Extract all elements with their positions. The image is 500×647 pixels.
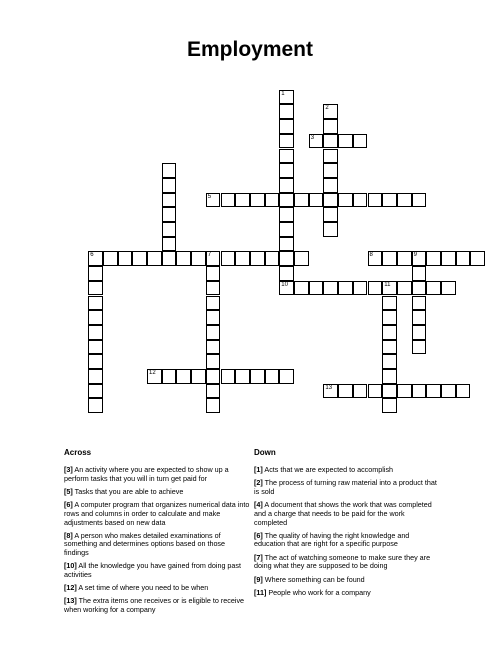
clue-number: [2] xyxy=(254,478,263,488)
grid-cell[interactable] xyxy=(88,369,103,384)
grid-cell[interactable] xyxy=(206,369,221,384)
clue-down-7 xyxy=(254,554,438,571)
grid-cell[interactable] xyxy=(412,325,427,340)
grid-cell[interactable] xyxy=(323,207,338,222)
puzzle-title: Employment xyxy=(186,38,314,61)
grid-cell[interactable] xyxy=(88,354,103,369)
down-clues xyxy=(254,448,438,602)
grid-cell[interactable] xyxy=(279,134,294,149)
grid-cell[interactable] xyxy=(426,251,441,266)
grid-cell[interactable] xyxy=(235,251,250,266)
clue-down-4 xyxy=(254,501,438,527)
clue-text: Acts that we are expected to accomplish xyxy=(262,465,394,474)
grid-cell[interactable] xyxy=(323,384,338,399)
grid-cell[interactable] xyxy=(279,149,294,164)
clue-across-10 xyxy=(64,562,250,579)
clue-text: Tasks that you are able to achieve xyxy=(72,486,184,496)
grid-cell[interactable] xyxy=(338,134,353,149)
grid-cell[interactable] xyxy=(353,281,368,296)
grid-cell[interactable] xyxy=(323,149,338,164)
clue-text: The process of turning raw material into a product that is sold xyxy=(254,478,437,496)
grid-cell[interactable] xyxy=(412,310,427,325)
cell-number: 12 xyxy=(149,370,156,376)
grid-cell[interactable] xyxy=(206,266,221,281)
grid-cell[interactable] xyxy=(162,207,177,222)
grid-cell[interactable] xyxy=(147,369,162,384)
grid-cell[interactable] xyxy=(191,251,206,266)
grid-cell[interactable] xyxy=(206,398,221,413)
grid-cell[interactable] xyxy=(412,251,427,266)
clue-number: [1] xyxy=(254,465,263,474)
grid-cell[interactable] xyxy=(88,281,103,296)
clue-text: All the knowledge you have gained from doing past activities xyxy=(64,561,242,580)
grid-cell[interactable] xyxy=(323,281,338,296)
cell-number: 7 xyxy=(207,252,212,259)
grid-cell[interactable] xyxy=(412,281,427,296)
grid-cell[interactable] xyxy=(221,193,236,208)
clue-across-12 xyxy=(64,584,250,593)
grid-cell[interactable] xyxy=(470,251,485,266)
cell-number: 6 xyxy=(90,252,94,259)
cell-number: 8 xyxy=(369,252,373,259)
grid-cell[interactable] xyxy=(279,281,294,296)
grid-cell[interactable] xyxy=(338,281,353,296)
grid-cell[interactable] xyxy=(279,369,294,384)
grid-cell[interactable] xyxy=(323,222,338,237)
grid-cell[interactable] xyxy=(118,251,133,266)
grid-cell[interactable] xyxy=(176,369,191,384)
grid-cell[interactable] xyxy=(382,369,397,384)
grid-cell[interactable] xyxy=(162,193,177,208)
grid-cell[interactable] xyxy=(426,281,441,296)
grid-cell[interactable] xyxy=(88,340,103,355)
clue-number: [5] xyxy=(64,486,73,496)
grid-cell[interactable] xyxy=(279,193,294,208)
clue-number: [6] xyxy=(254,530,263,540)
down-list xyxy=(254,466,438,597)
clue-across-3 xyxy=(64,466,250,483)
grid-cell[interactable] xyxy=(147,251,162,266)
grid-cell[interactable] xyxy=(221,251,236,266)
grid-cell[interactable] xyxy=(279,178,294,193)
grid-cell[interactable] xyxy=(206,251,221,266)
grid-cell[interactable] xyxy=(456,251,471,266)
grid-cell[interactable] xyxy=(382,354,397,369)
clue-text: An activity where you are expected to show up a perform tasks that you will in turn get paid for xyxy=(64,465,229,483)
grid-cell[interactable] xyxy=(368,281,383,296)
grid-cell[interactable] xyxy=(191,369,206,384)
clue-text: The quality of having the right knowledge and education that are right for a specific purpose xyxy=(254,530,410,549)
grid-cell[interactable] xyxy=(397,384,412,399)
across-heading: Across xyxy=(64,448,92,457)
grid-cell[interactable] xyxy=(206,354,221,369)
clue-number: [4] xyxy=(254,500,263,510)
clue-text: A person who makes detailed examinations of something and determines options based on those findings xyxy=(64,530,226,558)
grid-cell[interactable] xyxy=(368,384,383,399)
grid-cell[interactable] xyxy=(382,340,397,355)
grid-cell[interactable] xyxy=(368,193,383,208)
grid-cell[interactable] xyxy=(206,340,221,355)
clue-number: [12] xyxy=(64,583,77,593)
grid-cell[interactable] xyxy=(412,266,427,281)
grid-cell[interactable] xyxy=(279,207,294,222)
grid-cell[interactable] xyxy=(353,384,368,399)
grid-cell[interactable] xyxy=(368,251,383,266)
down-heading: Down xyxy=(254,448,276,457)
grid-cell[interactable] xyxy=(441,281,456,296)
grid-cell[interactable] xyxy=(162,163,177,178)
grid-cell[interactable] xyxy=(353,193,368,208)
grid-cell[interactable] xyxy=(88,266,103,281)
grid-cell[interactable] xyxy=(397,251,412,266)
grid-cell[interactable] xyxy=(412,384,427,399)
grid-cell[interactable] xyxy=(294,251,309,266)
clue-down-2 xyxy=(254,479,438,496)
grid-cell[interactable] xyxy=(441,251,456,266)
grid-cell[interactable] xyxy=(206,384,221,399)
clue-down-6 xyxy=(254,532,438,549)
clue-number: [13] xyxy=(64,596,77,606)
grid-cell[interactable] xyxy=(279,104,294,119)
grid-cell[interactable] xyxy=(338,193,353,208)
grid-cell[interactable] xyxy=(250,369,265,384)
clue-text: The act of watching someone to make sure they are doing what they are supposed to be doing xyxy=(254,552,431,571)
grid-cell[interactable] xyxy=(162,178,177,193)
grid-cell[interactable] xyxy=(323,193,338,208)
grid-cell[interactable] xyxy=(279,237,294,252)
grid-cell[interactable] xyxy=(265,251,280,266)
grid-cell[interactable] xyxy=(353,134,368,149)
cell-number: 13 xyxy=(325,384,333,391)
grid-cell[interactable] xyxy=(235,193,250,208)
grid-cell[interactable] xyxy=(279,90,294,105)
cell-number: 3 xyxy=(310,134,315,141)
grid-cell[interactable] xyxy=(309,281,324,296)
clue-number: [9] xyxy=(254,574,263,584)
grid-cell[interactable] xyxy=(206,325,221,340)
grid-cell[interactable] xyxy=(176,251,191,266)
grid-cell[interactable] xyxy=(294,193,309,208)
cell-number: 11 xyxy=(384,281,391,288)
across-clues xyxy=(64,448,250,619)
clue-text: The extra items one receives or is eligible to receive when working for a company xyxy=(64,596,245,615)
cell-number: 2 xyxy=(325,105,329,112)
grid-cell[interactable] xyxy=(162,237,177,252)
cell-number: 5 xyxy=(207,193,212,200)
grid-cell[interactable] xyxy=(235,369,250,384)
grid-cell[interactable] xyxy=(88,384,103,399)
grid-cell[interactable] xyxy=(294,281,309,296)
clue-text: A set time of where you need to be when xyxy=(76,583,209,593)
grid-cell[interactable] xyxy=(88,296,103,311)
grid-cell[interactable] xyxy=(323,178,338,193)
grid-cell[interactable] xyxy=(338,384,353,399)
grid-cell[interactable] xyxy=(382,281,397,296)
clue-text: Where something can be found xyxy=(262,574,365,584)
grid-cell[interactable] xyxy=(382,251,397,266)
grid-cell[interactable] xyxy=(162,369,177,384)
grid-cell[interactable] xyxy=(206,193,221,208)
cell-number: 10 xyxy=(281,281,288,288)
clue-down-9 xyxy=(254,576,438,585)
across-list xyxy=(64,466,250,615)
grid-cell[interactable] xyxy=(397,193,412,208)
grid-cell[interactable] xyxy=(382,384,397,399)
cell-number: 9 xyxy=(413,252,417,259)
clue-number: [11] xyxy=(254,587,267,597)
grid-cell[interactable] xyxy=(382,193,397,208)
grid-cell[interactable] xyxy=(103,251,118,266)
grid-cell[interactable] xyxy=(382,310,397,325)
grid-cell[interactable] xyxy=(309,134,324,149)
grid-cell[interactable] xyxy=(279,163,294,178)
grid-cell[interactable] xyxy=(162,251,177,266)
grid-cell[interactable] xyxy=(323,119,338,134)
grid-cell[interactable] xyxy=(279,222,294,237)
grid-cell[interactable] xyxy=(132,251,147,266)
grid-cell[interactable] xyxy=(265,369,280,384)
grid-cell[interactable] xyxy=(456,384,471,399)
grid-cell[interactable] xyxy=(323,134,338,149)
grid-cell[interactable] xyxy=(88,251,103,266)
clue-number: [3] xyxy=(64,465,73,474)
grid-cell[interactable] xyxy=(279,251,294,266)
grid-cell[interactable] xyxy=(265,193,280,208)
grid-cell[interactable] xyxy=(162,222,177,237)
grid-cell[interactable] xyxy=(279,266,294,281)
clue-across-13 xyxy=(64,597,250,614)
grid-cell[interactable] xyxy=(88,310,103,325)
grid-cell[interactable] xyxy=(412,340,427,355)
grid-cell[interactable] xyxy=(397,281,412,296)
grid-cell[interactable] xyxy=(323,104,338,119)
cell-number: 1 xyxy=(281,90,285,97)
grid-cell[interactable] xyxy=(206,296,221,311)
grid-cell[interactable] xyxy=(250,251,265,266)
grid-cell[interactable] xyxy=(412,296,427,311)
clue-down-11 xyxy=(254,589,438,598)
clue-number: [8] xyxy=(64,530,73,540)
clue-across-6 xyxy=(64,501,250,527)
clue-text: People who work for a company xyxy=(266,587,371,597)
clue-text: A computer program that organizes numerical data into rows and columns in order to calculate and make adjustments based on new data xyxy=(64,500,250,527)
grid-cell[interactable] xyxy=(206,310,221,325)
grid-cell[interactable] xyxy=(88,398,103,413)
grid-cell[interactable] xyxy=(221,369,236,384)
clue-text: A document that shows the work that was completed and a charge that needs to be paid for the work completed xyxy=(254,500,432,527)
grid-cell[interactable] xyxy=(412,193,427,208)
grid-cell[interactable] xyxy=(382,296,397,311)
grid-cell[interactable] xyxy=(279,119,294,134)
grid-cell[interactable] xyxy=(309,193,324,208)
grid-cell[interactable] xyxy=(382,398,397,413)
clue-number: [7] xyxy=(254,552,263,562)
grid-cell[interactable] xyxy=(323,163,338,178)
grid-cell[interactable] xyxy=(426,384,441,399)
clue-number: [10] xyxy=(64,561,77,571)
grid-cell[interactable] xyxy=(441,384,456,399)
clue-across-5 xyxy=(64,488,250,497)
clue-down-1 xyxy=(254,466,438,475)
grid-cell[interactable] xyxy=(88,325,103,340)
grid-cell[interactable] xyxy=(206,281,221,296)
clue-across-8 xyxy=(64,532,250,558)
grid-cell[interactable] xyxy=(382,325,397,340)
clue-number: [6] xyxy=(64,500,73,510)
grid-cell[interactable] xyxy=(250,193,265,208)
